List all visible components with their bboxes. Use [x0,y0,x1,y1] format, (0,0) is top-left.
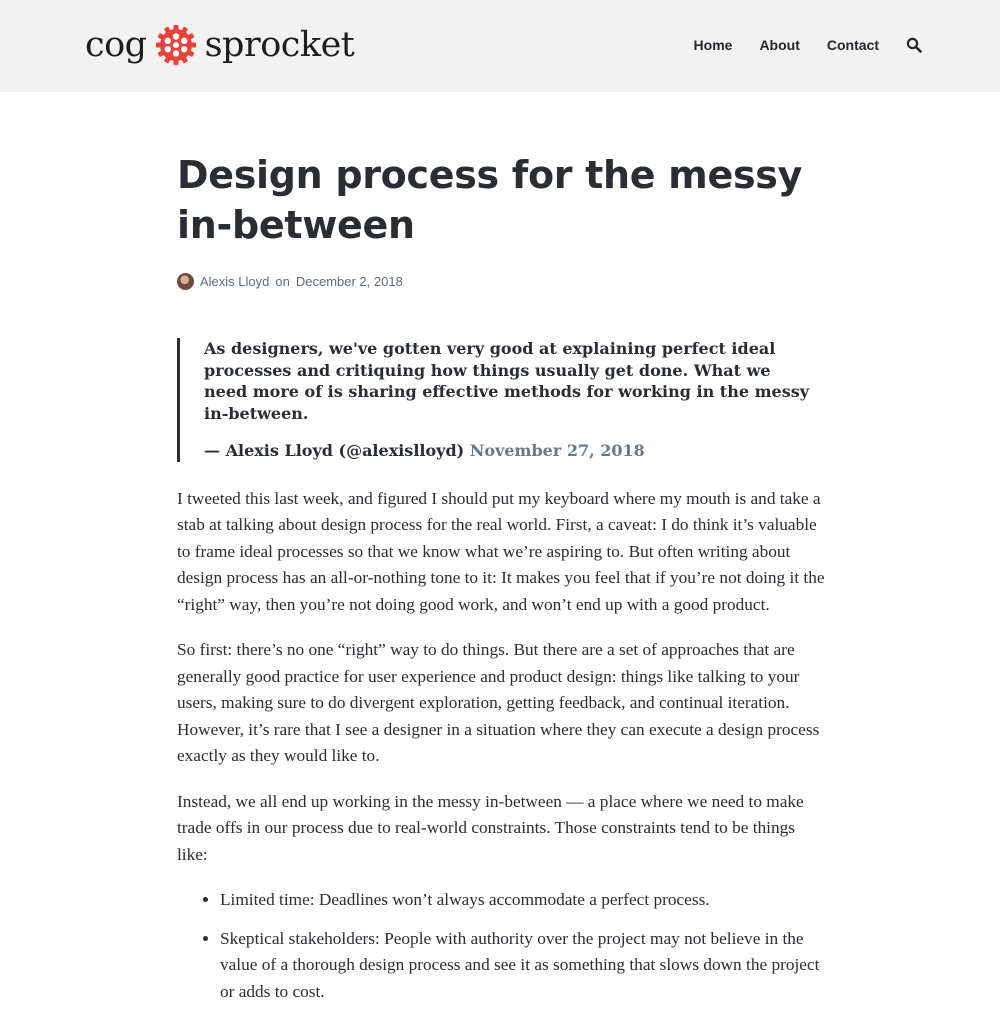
paragraph: I tweeted this last week, and figured I should put my keyboard where my mouth is and take a stab at talking about design process for the real world. First, a caveat: I do think it’s valuable to frame ideal processes so that we know what we’re aspiring to. But often writing about design process has an all-or-nothing tone to it: It makes you feel that if you’re not doing it the “right” way, then you’re not doing good work, and won’t end up with a good product. [177,488,825,614]
paragraph: Instead, we all end up working in the messy in-between — a place where we need to make trade offs in our process due to real-world constraints. Those constraints tend to be things like: [177,791,804,864]
nav-home-link[interactable]: Home [693,37,733,53]
list-item: • Skeptical stakeholders: People with authority over the project may not believe in the value of a thorough design process and see it as something that slows down the project or adds to cost. [220,926,827,1006]
post-date-link[interactable]: December 2, 2018 [295,274,403,289]
quote-author: — Alexis Lloyd (@alexislloyd) [204,441,465,460]
site-header [0,0,1000,92]
search-icon[interactable] [906,37,922,53]
main-nav [694,32,922,58]
list-item: • Limited time: Deadlines won’t always accommodate a perfect process. [220,887,827,914]
nav-about-link[interactable]: About [759,37,800,53]
author-link[interactable]: Alexis Lloyd [200,274,270,289]
cog-gear-icon [155,24,197,66]
article-title: Design process for the messy in-between [177,153,803,247]
logo-text-right: sprocket [204,25,355,65]
site-logo[interactable] [85,22,354,68]
nav-contact-link[interactable]: Contact [826,37,879,53]
article [177,150,827,1017]
paragraph: So first: there’s no one “right” way to do things. But there are a set of approaches that are generally good practice for user experience and product design: things like talking to your users, making sure to do divergent exploration, getting feedback, and continual iteration. However, it’s rare that I see a designer in a situation where they can execute a design process exactly as they would like to. [177,640,820,765]
byline-on: on [275,274,290,289]
constraints-list [220,887,827,1005]
article-body [177,486,827,1006]
quote-date-link[interactable]: November 27, 2018 [469,441,645,460]
author-avatar [177,273,194,290]
logo-text-left: cog [85,25,147,65]
quote-attribution [204,440,817,462]
quote-text: As designers, we've gotten very good at explaining perfect ideal processes and critiquing how things usually get done. What we need more of is sharing effective methods for working in the messy in-between. [204,339,809,423]
byline [177,273,827,290]
tweet-quote [177,338,817,462]
